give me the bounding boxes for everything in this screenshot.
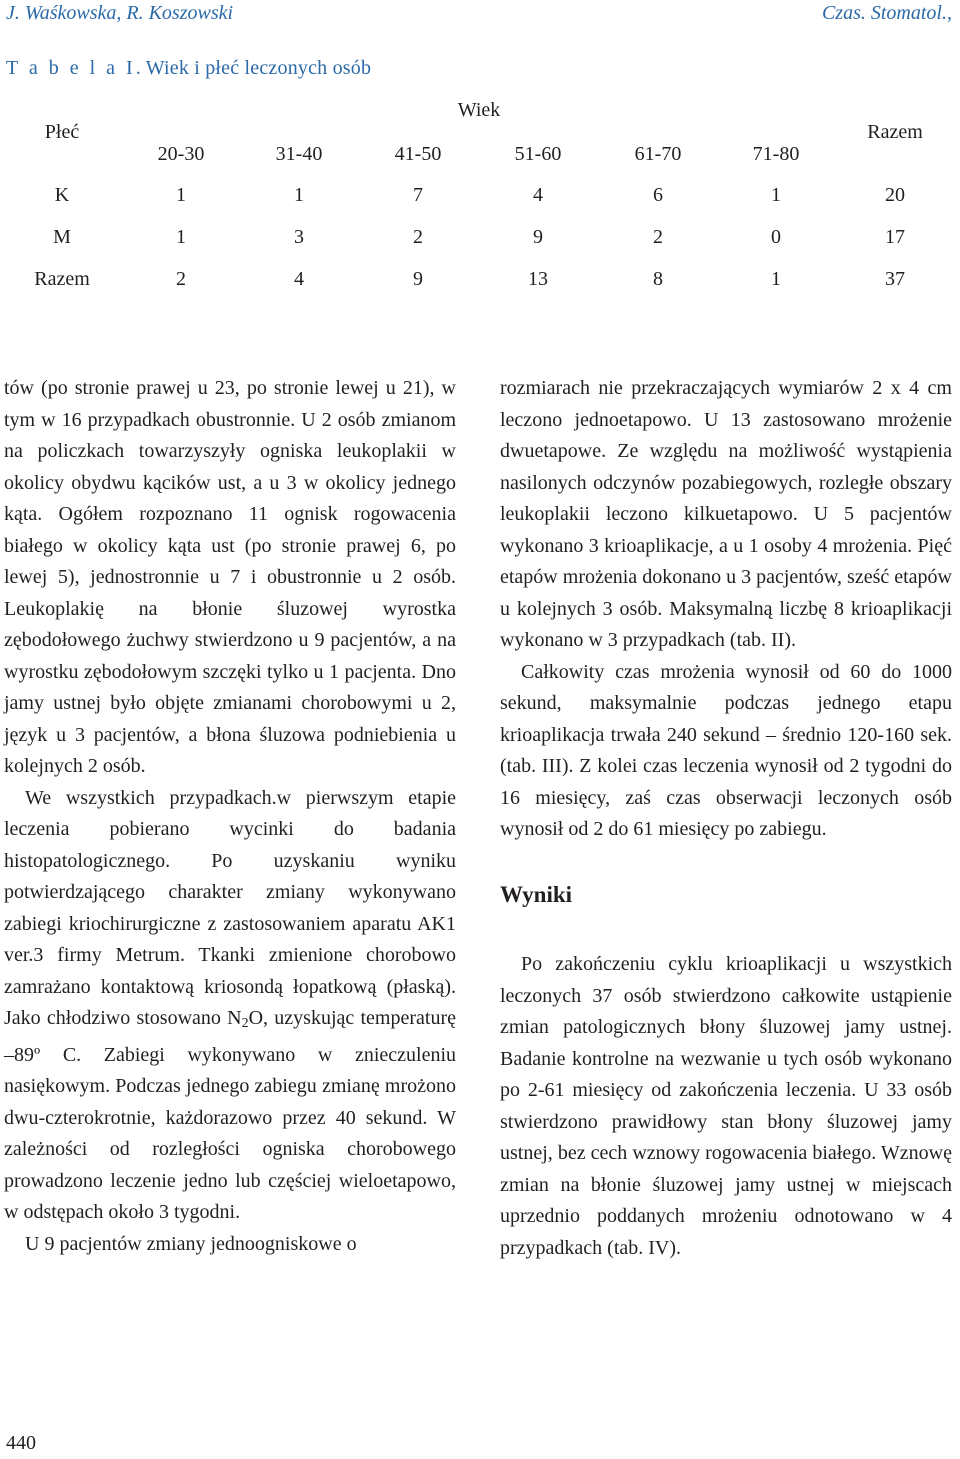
paragraph-methods: We wszystkich przypadkach.w pierwszym etapie leczenia pobierano wycinki do badania histopatologicznego. Po uzyskaniu wyniku potwierdzającego charakter zmiany wykonywano zabiegi kriochirurgiczne z zastosowaniem aparatu AK1 ver.3 firmy Metrum. Tkanki zmienione chorobowo zamrażano kontaktową kriosondą łopatkową (płaską). Jako chłodziwo stosowano $N_2O$, uzyskując temperaturę –89º C. Zabiegi wykonywano w znieczuleniu nasiękowym. Podczas jednego zabiegu zmianę mrożono dwu-czterokrotnie, każdorazowo przez 40 sekund. W zależności od rozległości ogniska chorobowego prowadzono leczenie jedno lub częściej wieloetapowo, w odstępach około 3 tygodni.: [4, 786, 456, 1223]
table-cell: 1: [771, 184, 781, 206]
header-age-group: 61-70: [634, 143, 682, 165]
paragraph: Całkowity czas mrożenia wynosił od 60 do 1000 sekund, maksymalnie podczas jednego etapu krioaplikacja trwała 240 sekund – średnio 120-160 sek. (tab. III). Z kolei czas leczenia wynosił od 2 tygodni do 16 miesięcy, zaś czas obserwacji leczonych osób wynosił od 2 do 61 miesięcy po zabiegu.: [500, 660, 952, 840]
header-age-group: 41-50: [394, 143, 442, 165]
table-cell: 0: [771, 226, 781, 248]
paragraph: tów (po stronie prawej u 23, po stronie lewej u 21), w tym w 16 przypadkach obustronnie. U 2 osób zmianom na policzkach towarzyszyły ogniska leukoplakii w okolicy obydwu kącików ust, a u 3 w okolicy jednego kąta. Ogółem rozpoznano 11 ognisk rogowacenia białego w okolicy kąta ust (po stronie prawej 6, po lewej 5), jednostronnie u 7 i obustronnie u 2 osób. Leukoplakię na błonie śluzowej wyrostka zębodołowego żuchwy stwierdzono u 9 pacjentów, a na wyrostku zębodołowym szczęki tylko u 1 pacjenta. Dno jamy ustnej było objęte zmianami chorobowymi u 2, język u 3 pacjentów, a błona śluzowa podniebienia u kolejnych 2 osób.: [4, 377, 456, 777]
header-age-group: 31-40: [275, 143, 323, 165]
paragraph: rozmiarach nie przekraczających wymiarów 2 x 4 cm leczono jednoetapowo. U 13 zastosowano mrożenie dwuetapowe. Ze względu na możliwość wystąpienia nasilonych odczynów pozabiegowych, rozległe obszary leukoplakii leczono kilkuetapowo. U 5 pacjentów wykonano 3 krioaplikacje, a u 1 osoby 4 mrożenia. Pięć etapów mrożenia dokonano u 3 pacjentów, sześć etapów u kolejnych 3 osób. Maksymalną liczbę 8 krioaplikacji wykonano w 3 przypadkach (tab. II).: [500, 377, 952, 651]
header-age-group: 51-60: [514, 143, 562, 165]
running-head-journal: Czas. Stomatol.,: [821, 2, 952, 24]
table-cell: 7: [413, 184, 423, 206]
table-cell: 13: [528, 268, 548, 290]
table-cell: 4: [533, 184, 543, 206]
table-cell: 1: [771, 268, 781, 290]
table-caption-text: . Wiek i płeć leczonych osób: [135, 57, 372, 79]
table-cell: 1: [176, 184, 186, 206]
age-sex-table: [0, 0, 960, 320]
page-number: 440: [6, 1432, 36, 1454]
paragraph: Po zakończeniu cyklu krioaplikacji u wszystkich leczonych 37 osób stwierdzono całkowite ustąpienie zmian patologicznych błony śluzowej jamy ustnej. Badanie kontrolne na wezwanie u tych osób wykonano po 2-61 miesięcy od zakończenia leczenia. U 33 osób stwierdzono prawidłowy stan błony śluzowej jamy ustnej, bez cech wznowy rogowacenia białego. Wznowę zmian na błonie śluzowej jamy ustnej w miejscach uprzednio poddanych mrożeniu odnotowano w 4 przypadkach (tab. IV).: [500, 953, 952, 1259]
left-column: [4, 373, 456, 1260]
table-cell: 9: [533, 226, 543, 248]
table-cell: 2: [176, 268, 186, 290]
table-cell: 2: [413, 226, 423, 248]
header-total: Razem: [867, 121, 923, 143]
row-label: Razem: [34, 268, 90, 290]
table-cell: 1: [294, 184, 304, 206]
row-total: 37: [885, 268, 905, 290]
row-total: 20: [885, 184, 905, 206]
header-age-group: 20-30: [157, 143, 205, 165]
table-caption-label: T a b e l a I: [6, 57, 136, 79]
table-cell: 4: [294, 268, 304, 290]
section-heading: Wyniki: [500, 881, 573, 907]
paragraph: U 9 pacjentów zmiany jednoogniskowe o: [25, 1232, 357, 1255]
header-age: Wiek: [457, 99, 501, 121]
running-head-authors: J. Waśkowska, R. Koszowski: [6, 2, 234, 24]
table-cell: 3: [294, 226, 304, 248]
right-column: [500, 373, 952, 1264]
header-age-group: 71-80: [752, 143, 800, 165]
row-label: K: [54, 184, 70, 206]
table-cell: 8: [653, 268, 663, 290]
table-cell: 1: [176, 226, 186, 248]
table-cell: 6: [653, 184, 663, 206]
row-total: 17: [885, 226, 905, 248]
row-label: M: [53, 226, 71, 248]
table-cell: 2: [653, 226, 663, 248]
table-cell: 9: [413, 268, 423, 290]
header-sex: Płeć: [44, 121, 80, 143]
